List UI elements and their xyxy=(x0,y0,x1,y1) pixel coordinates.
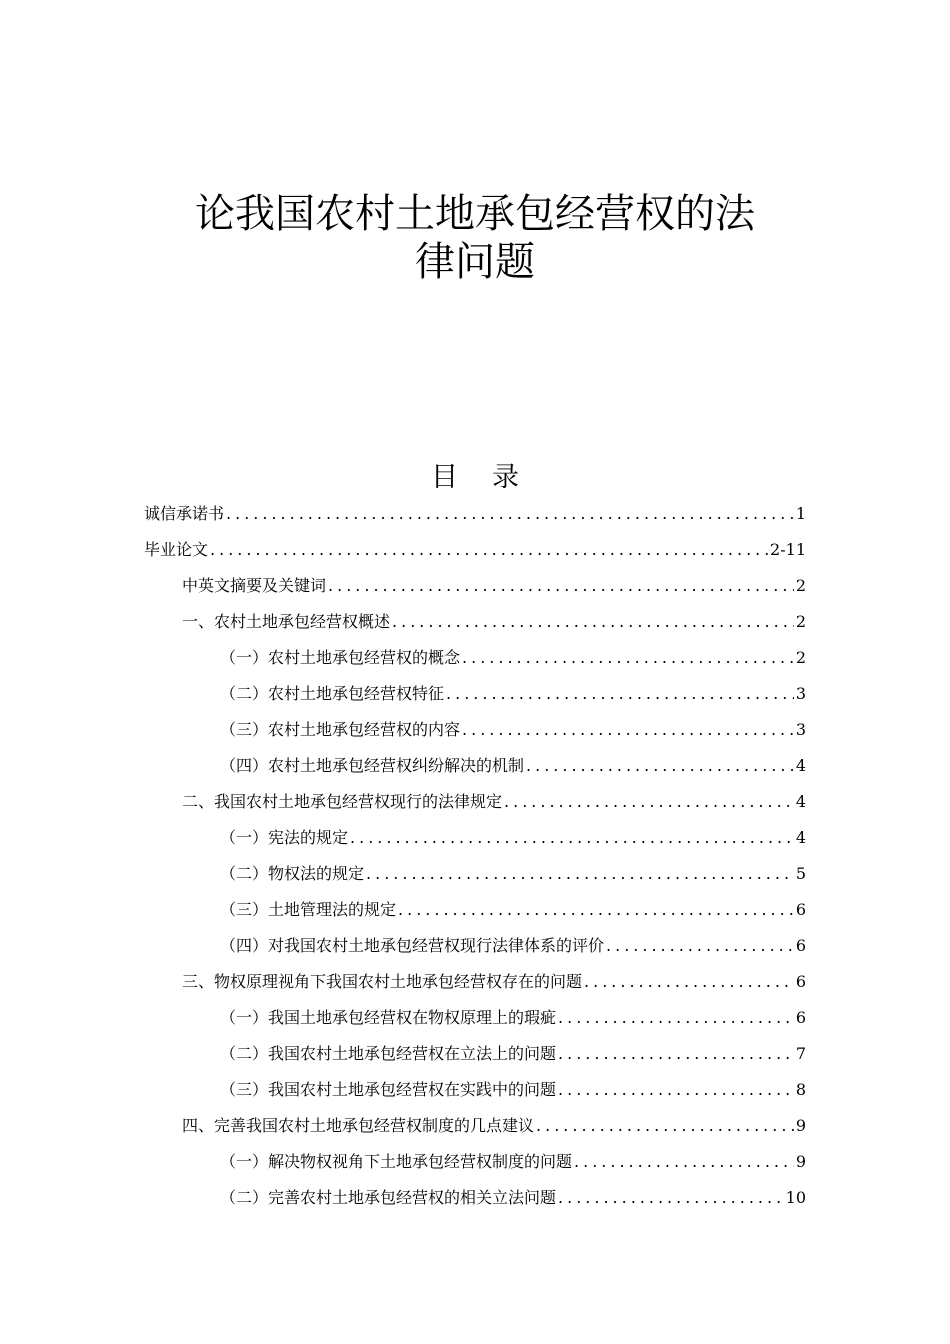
toc-leader-dots xyxy=(350,820,794,856)
toc-entry[interactable] xyxy=(144,568,806,604)
toc-leader-dots xyxy=(526,748,794,784)
toc-entry-page: 2-11 xyxy=(770,540,806,559)
toc-entry-label: （二）我国农村土地承包经营权在立法上的问题 xyxy=(220,1044,557,1063)
table-of-contents xyxy=(144,496,806,1216)
toc-leader-dots xyxy=(606,928,794,964)
toc-entry-label: （二）完善农村土地承包经营权的相关立法问题 xyxy=(220,1188,557,1207)
toc-entry-label: 二、我国农村土地承包经营权现行的法律规定 xyxy=(182,792,503,811)
toc-entry-label: （一）宪法的规定 xyxy=(220,828,349,847)
toc-entry-label: （三）我国农村土地承包经营权在实践中的问题 xyxy=(220,1080,557,1099)
toc-entry[interactable] xyxy=(144,964,806,1000)
toc-entry[interactable] xyxy=(144,856,806,892)
toc-leader-dots xyxy=(558,1000,794,1036)
toc-entry-page: 3 xyxy=(795,720,806,739)
toc-entry[interactable] xyxy=(144,604,806,640)
toc-entry[interactable] xyxy=(144,1072,806,1108)
toc-entry-page: 4 xyxy=(795,792,806,811)
toc-entry[interactable] xyxy=(144,748,806,784)
toc-entry-label: （四）对我国农村土地承包经营权现行法律体系的评价 xyxy=(220,936,605,955)
toc-entry[interactable] xyxy=(144,1144,806,1180)
toc-entry-label: 三、物权原理视角下我国农村土地承包经营权存在的问题 xyxy=(182,972,583,991)
toc-entry-label: 一、农村土地承包经营权概述 xyxy=(182,612,391,631)
toc-entry-label: （一）我国土地承包经营权在物权原理上的瑕疵 xyxy=(220,1008,557,1027)
toc-entry-label: （三）土地管理法的规定 xyxy=(220,900,397,919)
toc-leader-dots xyxy=(328,568,794,604)
toc-heading: 目录 xyxy=(431,462,553,493)
toc-entry-page: 6 xyxy=(795,900,806,919)
toc-leader-dots xyxy=(392,604,794,640)
toc-entry-page: 9 xyxy=(795,1152,806,1171)
toc-entry[interactable] xyxy=(144,1036,806,1072)
toc-entry[interactable] xyxy=(144,712,806,748)
toc-leader-dots xyxy=(446,676,794,712)
toc-leader-dots xyxy=(504,784,794,820)
toc-leader-dots xyxy=(584,964,794,1000)
toc-entry-page: 10 xyxy=(785,1188,806,1207)
toc-entry-page: 9 xyxy=(795,1116,806,1135)
toc-entry-page: 7 xyxy=(795,1044,806,1063)
toc-leader-dots xyxy=(210,532,768,568)
toc-entry-page: 6 xyxy=(795,1008,806,1027)
toc-entry[interactable] xyxy=(144,1108,806,1144)
toc-leader-dots xyxy=(462,712,794,748)
toc-leader-dots xyxy=(462,640,794,676)
toc-leader-dots xyxy=(366,856,794,892)
toc-entry[interactable] xyxy=(144,784,806,820)
toc-entry-label: （三）农村土地承包经营权的内容 xyxy=(220,720,461,739)
toc-leader-dots xyxy=(574,1144,794,1180)
toc-leader-dots xyxy=(558,1180,784,1216)
toc-entry-label: （二）农村土地承包经营权特征 xyxy=(220,684,445,703)
toc-entry-label: （一）农村土地承包经营权的概念 xyxy=(220,648,461,667)
toc-leader-dots xyxy=(536,1108,794,1144)
document-title xyxy=(0,190,950,286)
toc-entry-label: （四）农村土地承包经营权纠纷解决的机制 xyxy=(220,756,525,775)
toc-entry[interactable] xyxy=(144,892,806,928)
toc-entry-page: 4 xyxy=(795,756,806,775)
toc-leader-dots xyxy=(226,496,794,532)
toc-entry-page: 6 xyxy=(795,972,806,991)
toc-entry-label: （一）解决物权视角下土地承包经营权制度的问题 xyxy=(220,1152,573,1171)
title-line-2: 律问题 xyxy=(415,239,535,285)
toc-entry[interactable] xyxy=(144,496,806,532)
toc-entry-page: 2 xyxy=(795,612,806,631)
toc-entry-label: 毕业论文 xyxy=(144,540,209,559)
toc-entry-page: 8 xyxy=(795,1080,806,1099)
toc-entry-label: 诚信承诺书 xyxy=(144,504,225,523)
toc-entry-label: 中英文摘要及关键词 xyxy=(182,576,327,595)
toc-leader-dots xyxy=(558,1036,794,1072)
toc-entry-page: 2 xyxy=(795,648,806,667)
toc-entry[interactable] xyxy=(144,1000,806,1036)
toc-entry[interactable] xyxy=(144,640,806,676)
toc-leader-dots xyxy=(558,1072,794,1108)
toc-entry-page: 2 xyxy=(795,576,806,595)
toc-entry-page: 3 xyxy=(795,684,806,703)
toc-entry-label: （二）物权法的规定 xyxy=(220,864,365,883)
toc-entry[interactable] xyxy=(144,820,806,856)
toc-entry[interactable] xyxy=(144,676,806,712)
toc-entry-page: 1 xyxy=(795,504,806,523)
toc-entry-page: 4 xyxy=(795,828,806,847)
toc-leader-dots xyxy=(398,892,794,928)
toc-entry[interactable] xyxy=(144,1180,806,1216)
toc-entry[interactable] xyxy=(144,928,806,964)
title-line-1: 论我国农村土地承包经营权的法 xyxy=(195,191,755,237)
toc-entry-page: 5 xyxy=(795,864,806,883)
toc-entry-page: 6 xyxy=(795,936,806,955)
toc-entry-label: 四、完善我国农村土地承包经营权制度的几点建议 xyxy=(182,1116,535,1135)
toc-entry[interactable] xyxy=(144,532,806,568)
